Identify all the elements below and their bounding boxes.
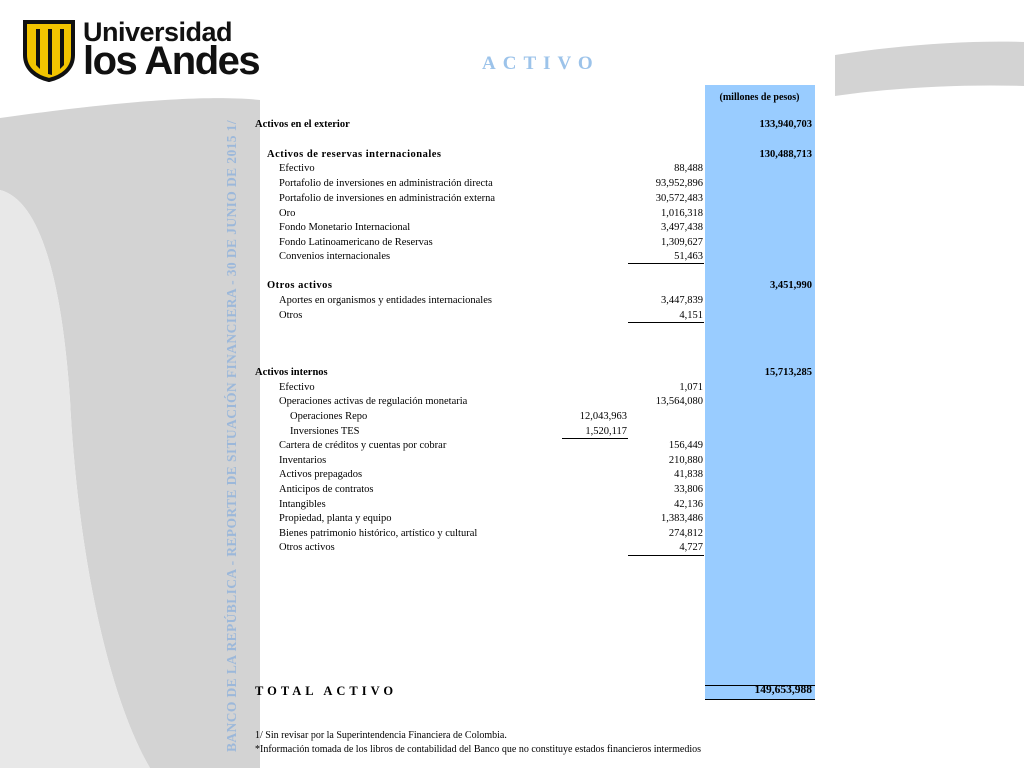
row-label: Operaciones activas de regulación monetaria — [279, 396, 468, 407]
row-value-c2: 1,071 — [679, 382, 703, 393]
row-value-c2: 42,136 — [674, 499, 703, 510]
total-value: 149,653,988 — [754, 684, 812, 696]
total-label: TOTAL ACTIVO — [255, 684, 398, 698]
row-value-c2: 4,727 — [679, 542, 703, 553]
row-label: Activos prepagados — [279, 469, 363, 480]
row-label: Cartera de créditos y cuentas por cobrar — [279, 440, 447, 451]
row-label: Activos de reservas internacionales — [267, 149, 442, 160]
row-value-c2: 274,812 — [668, 528, 703, 539]
subtotal-rule — [628, 263, 704, 264]
row-label: Portafolio de inversiones en administración externa — [279, 193, 496, 204]
row-label: Portafolio de inversiones en administración directa — [279, 178, 493, 189]
row-label: Otros activos — [267, 280, 333, 291]
row-value-c3: 3,451,990 — [770, 280, 812, 291]
row-label: Activos internos — [255, 367, 328, 378]
row-label: Oro — [279, 208, 296, 219]
subtotal-rule — [628, 555, 704, 556]
side-title: BANCO DE LA REPÚBLICA - REPORTE DE SITUACIÓN FINANCIERA - 30 DE JUNIO DE 2015 1/ — [224, 120, 239, 752]
row-value-c2: 41,838 — [674, 469, 703, 480]
row-label: Efectivo — [279, 163, 315, 174]
row-label: Inventarios — [279, 455, 327, 466]
subtotal-rule — [628, 322, 704, 323]
logo-line-1: Universidad — [83, 17, 233, 47]
footnote-2: *Información tomada de los libros de contabilidad del Banco que no constituye estados financieros intermedios — [255, 744, 701, 755]
row-value-c2: 93,952,896 — [655, 178, 703, 189]
row-label: Otros — [279, 310, 303, 321]
universidad-los-andes-logo — [22, 17, 260, 83]
total-rule-bottom — [705, 699, 815, 700]
row-value-c2: 3,447,839 — [661, 295, 703, 306]
row-value-c2: 1,016,318 — [661, 208, 703, 219]
row-label: Efectivo — [279, 382, 315, 393]
row-value-c1: 12,043,963 — [579, 411, 627, 422]
row-value-c2: 30,572,483 — [655, 193, 703, 204]
row-label: Activos en el exterior — [255, 119, 350, 130]
row-label: Operaciones Repo — [290, 411, 368, 422]
row-value-c3: 15,713,285 — [764, 367, 812, 378]
row-value-c1: 1,520,117 — [585, 426, 627, 437]
row-label: Otros activos — [279, 542, 335, 553]
row-value-c2: 4,151 — [679, 310, 703, 321]
row-value-c2: 210,880 — [668, 455, 703, 466]
subtotal-rule — [562, 438, 628, 439]
row-value-c2: 13,564,080 — [655, 396, 703, 407]
row-label: Aportes en organismos y entidades internacionales — [279, 295, 492, 306]
row-label: Convenios internacionales — [279, 251, 391, 262]
row-value-c3: 130,488,713 — [759, 149, 812, 160]
row-value-c2: 1,309,627 — [661, 237, 703, 248]
row-value-c2: 88,488 — [674, 163, 703, 174]
footnote-1: 1/ Sin revisar por la Superintendencia Financiera de Colombia. — [255, 730, 507, 741]
row-label: Anticipos de contratos — [279, 484, 374, 495]
page-title: ACTIVO — [482, 53, 600, 74]
row-value-c2: 51,463 — [674, 251, 703, 262]
row-label: Fondo Latinoamericano de Reservas — [279, 237, 433, 248]
unit-header: (millones de pesos) — [719, 92, 800, 103]
row-label: Inversiones TES — [290, 426, 360, 437]
logo-line-2: los Andes — [83, 39, 260, 83]
crest-icon — [22, 19, 76, 81]
row-value-c2: 1,383,486 — [661, 513, 703, 524]
row-label: Bienes patrimonio histórico, artístico y cultural — [279, 528, 478, 539]
row-value-c3: 133,940,703 — [759, 119, 812, 130]
row-value-c2: 33,806 — [674, 484, 703, 495]
row-label: Fondo Monetario Internacional — [279, 222, 411, 233]
highlight-column — [705, 85, 815, 700]
row-label: Intangibles — [279, 499, 326, 510]
row-value-c2: 156,449 — [668, 440, 703, 451]
row-label: Propiedad, planta y equipo — [279, 513, 392, 524]
row-value-c2: 3,497,438 — [661, 222, 703, 233]
